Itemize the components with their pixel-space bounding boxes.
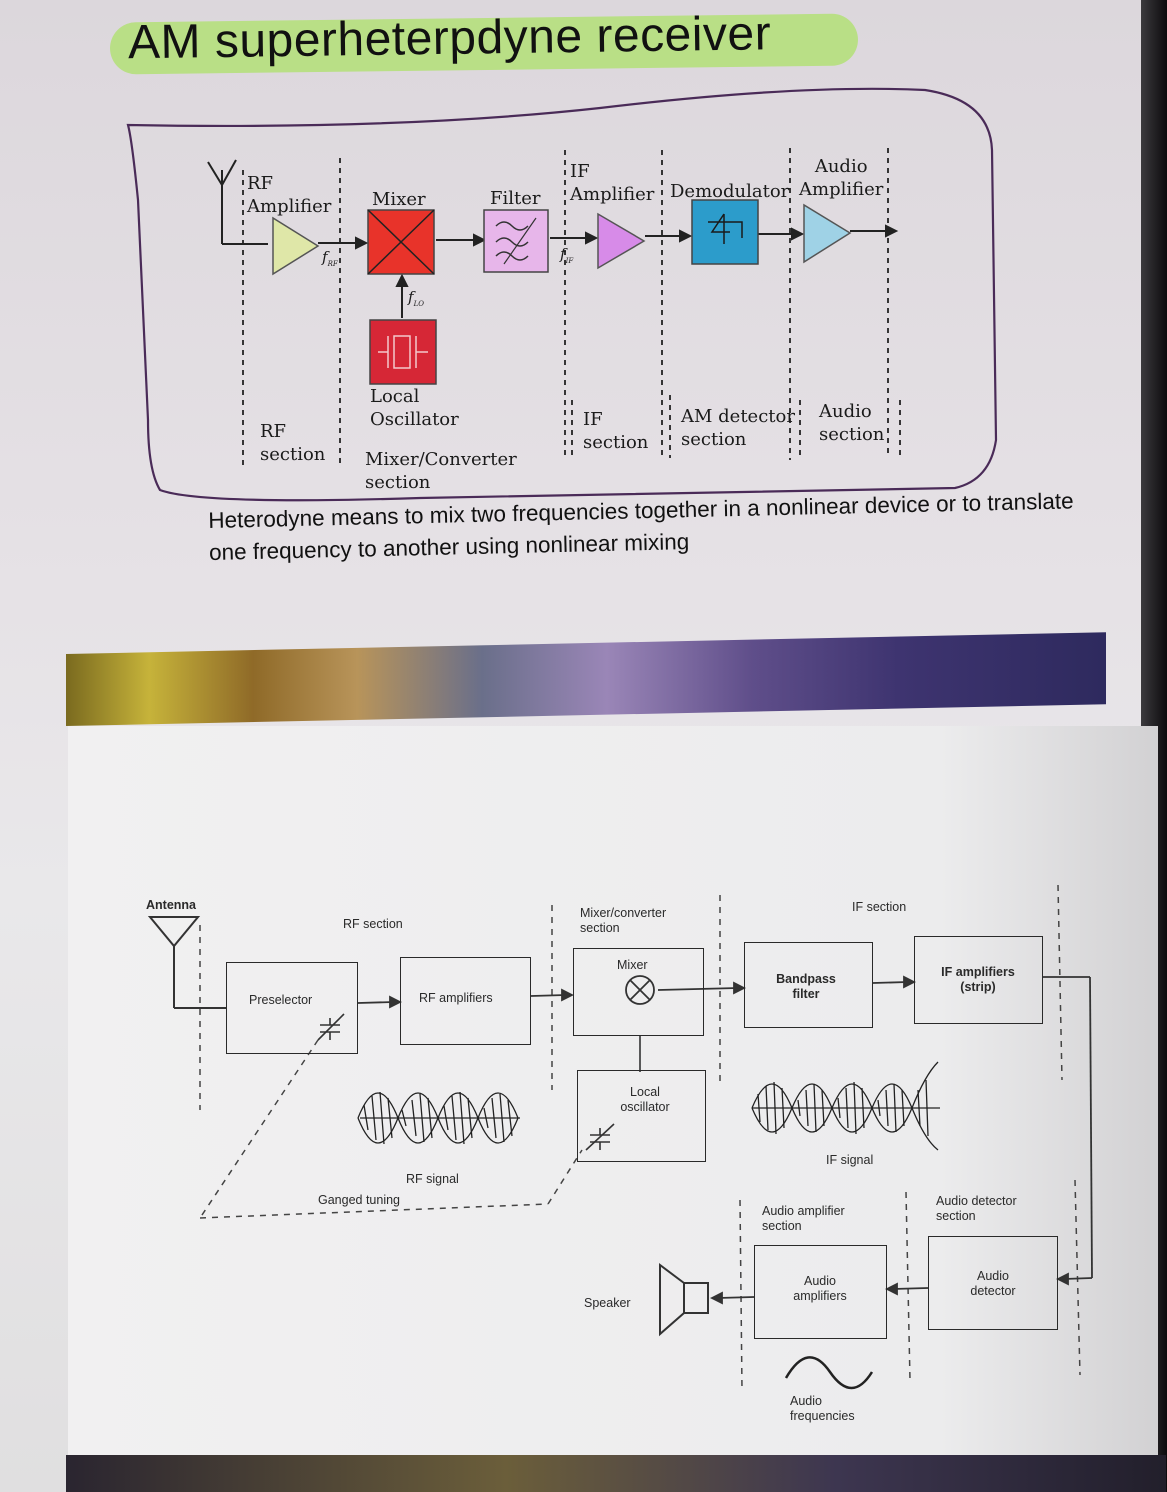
preselector-label: Preselector (249, 993, 313, 1007)
demodulator-label: Demodulator (670, 181, 790, 202)
mixer-converter-section-label-2: Mixer/converter section (580, 906, 667, 935)
am-detector-section-label: AM detector section (681, 406, 795, 450)
speaker-icon (660, 1265, 708, 1334)
bandpass-filter-label: Bandpass filter (776, 972, 836, 1001)
rf-amplifier-label: RF Amplifier (247, 173, 332, 217)
if-section-label-2: IF section (852, 900, 907, 914)
mixer-converter-section-label: Mixer/Converter section (365, 449, 517, 493)
slide-title: AM superheterpdyne receiver (127, 7, 772, 70)
audio-sine-icon (786, 1357, 872, 1388)
if-amplifiers-label: IF amplifiers (strip) (941, 965, 1015, 994)
speaker-label: Speaker (584, 1296, 631, 1310)
rf-section-label: RF section (260, 421, 326, 465)
rf-amplifiers-label: RF amplifiers (419, 991, 493, 1005)
local-oscillator-label: Local Oscillator (370, 386, 459, 430)
ganged-tuning-label: Ganged tuning (318, 1193, 401, 1207)
f-if-symbol: $f_{IF}$ (560, 245, 574, 265)
if-signal-waveform (752, 1062, 940, 1150)
preselector-box (226, 962, 358, 1054)
audio-amplifier-label: Audio Amplifier (799, 156, 884, 200)
f-rf-symbol: $f_{RF}$ (322, 248, 338, 268)
filter-label: Filter (490, 188, 541, 209)
audio-section-label: Audio section (819, 401, 885, 445)
audio-detector-section-label: Audio detector section (936, 1194, 1017, 1223)
f-lo-symbol: $f_{LO}$ (408, 288, 424, 308)
rf-signal-waveform (358, 1092, 520, 1144)
local-oscillator-label-2: Local oscillator (620, 1085, 670, 1114)
antenna-icon-2 (150, 917, 226, 1008)
local-oscillator-box (577, 1070, 706, 1162)
audio-detector-label: Audio detector (970, 1269, 1016, 1298)
if-section-label: IF section (583, 409, 649, 453)
antenna-label: Antenna (146, 898, 196, 912)
rf-section-label-2: RF section (343, 917, 403, 931)
audio-frequencies-label: Audio frequencies (790, 1394, 855, 1423)
heterodyne-description: Heterodyne means to mix two frequencies together in a nonlinear device or to translate one frequency to another using nonlinear mixing (208, 488, 1074, 565)
mixer-label-2: Mixer (617, 958, 648, 972)
if-signal-label: IF signal (826, 1153, 874, 1167)
audio-amplifier-section-label: Audio amplifier section (762, 1204, 845, 1233)
if-amplifier-label: IF Amplifier (570, 161, 655, 205)
slide-bottom-band (66, 1455, 1166, 1492)
mixer-label: Mixer (372, 189, 426, 210)
audio-amplifiers-label: Audio amplifiers (793, 1274, 847, 1303)
rf-signal-label: RF signal (406, 1172, 459, 1186)
